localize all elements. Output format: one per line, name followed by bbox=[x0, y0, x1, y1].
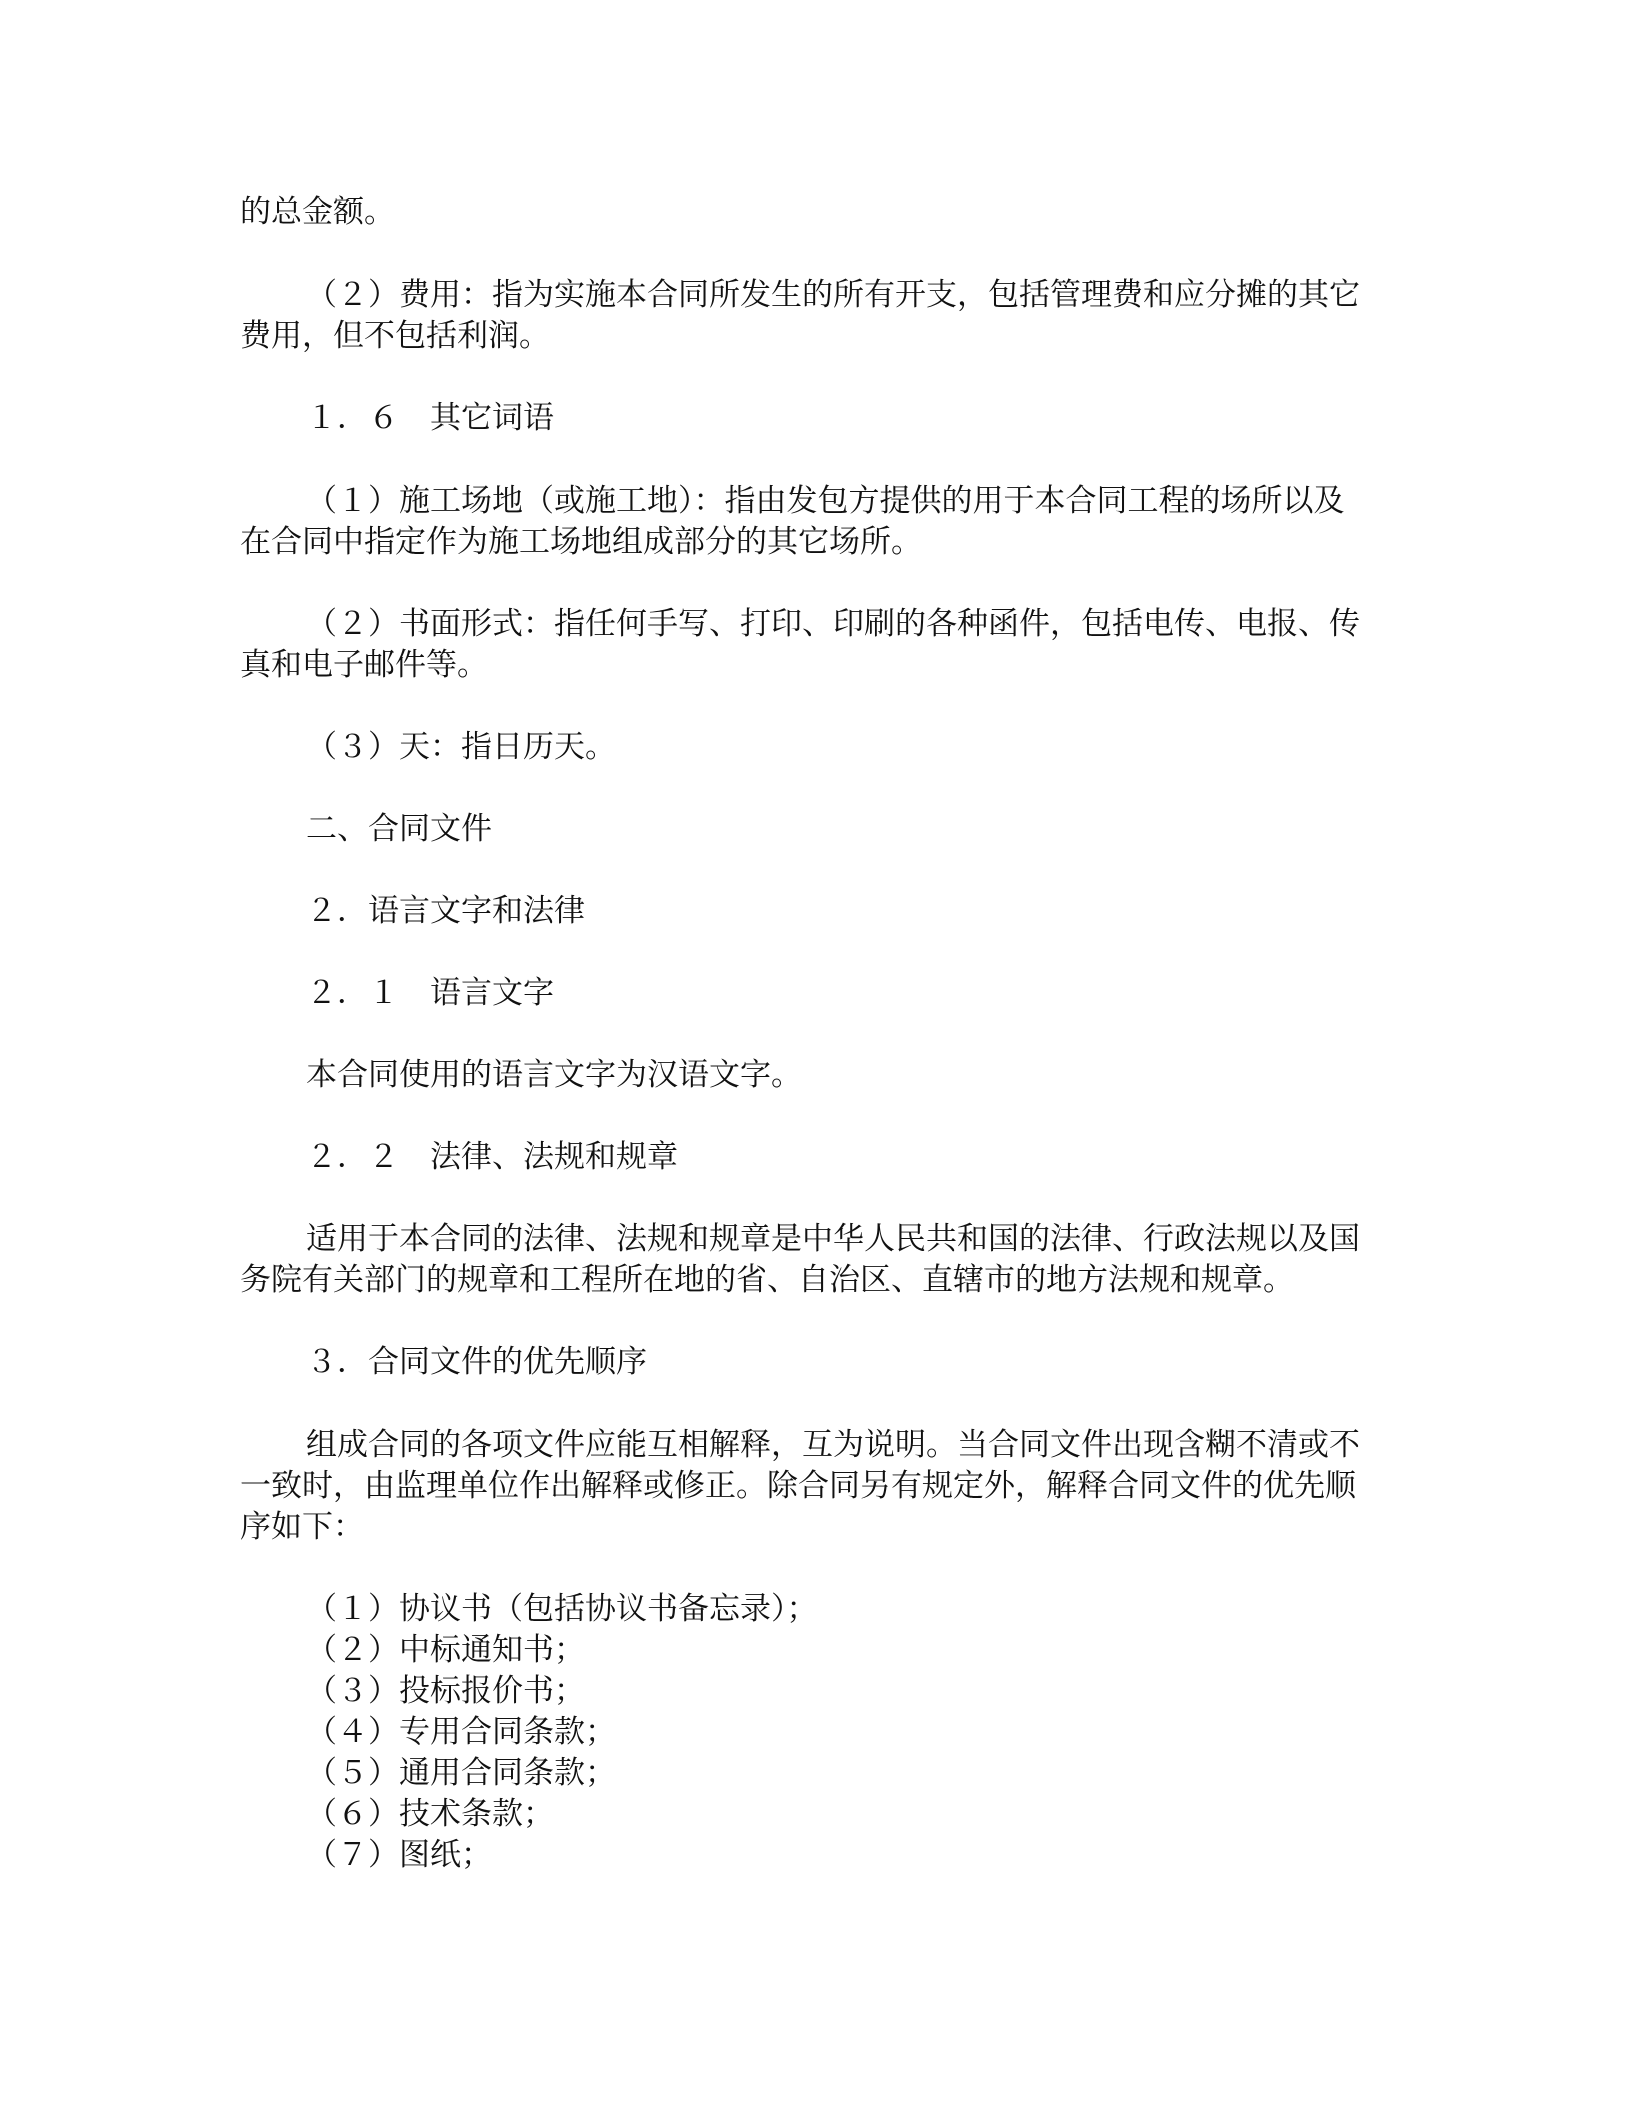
section-heading-2-1: ２．１ 语言文字 bbox=[306, 975, 554, 1011]
text-line-19: 一致时，由监理单位作出解释或修正。除合同另有规定外，解释合同文件的优先顺 bbox=[240, 1468, 1356, 1504]
text-line-3: 费用，但不包括利润。 bbox=[240, 318, 550, 354]
text-line-6: 在合同中指定作为施工场地组成部分的其它场所。 bbox=[240, 524, 922, 560]
section-heading-1-6: １．６ 其它词语 bbox=[306, 400, 554, 436]
text-line-16: 务院有关部门的规章和工程所在地的省、自治区、直辖市的地方法规和规章。 bbox=[240, 1262, 1294, 1298]
list-item-6: （６）技术条款； bbox=[306, 1796, 554, 1832]
text-line-8: 真和电子邮件等。 bbox=[240, 647, 488, 683]
list-item-1: （１）协议书（包括协议书备忘录）； bbox=[306, 1591, 818, 1627]
section-heading-2-2: ２．２ 法律、法规和规章 bbox=[306, 1139, 678, 1175]
text-line-9: （３）天：指日历天。 bbox=[306, 729, 616, 765]
text-line-5: （１）施工场地（或施工地）：指由发包方提供的用于本合同工程的场所以及 bbox=[306, 483, 1345, 519]
text-line-2: （２）费用：指为实施本合同所发生的所有开支，包括管理费和应分摊的其它 bbox=[306, 277, 1360, 313]
section-heading-2: ２．语言文字和法律 bbox=[306, 893, 585, 929]
text-line-15: 适用于本合同的法律、法规和规章是中华人民共和国的法律、行政法规以及国 bbox=[306, 1221, 1360, 1257]
list-item-3: （３）投标报价书； bbox=[306, 1673, 585, 1709]
list-item-7: （７）图纸； bbox=[306, 1837, 492, 1873]
chapter-heading-2: 二、合同文件 bbox=[306, 811, 492, 847]
section-heading-3: ３．合同文件的优先顺序 bbox=[306, 1344, 647, 1380]
list-item-5: （５）通用合同条款； bbox=[306, 1755, 616, 1791]
text-line-20: 序如下： bbox=[240, 1509, 364, 1545]
list-item-2: （２）中标通知书； bbox=[306, 1632, 585, 1668]
text-line-7: （２）书面形式：指任何手写、打印、印刷的各种函件，包括电传、电报、传 bbox=[306, 606, 1360, 642]
text-line-13: 本合同使用的语言文字为汉语文字。 bbox=[306, 1057, 802, 1093]
text-line-18: 组成合同的各项文件应能互相解释，互为说明。当合同文件出现含糊不清或不 bbox=[306, 1427, 1360, 1463]
text-line-1: 的总金额。 bbox=[240, 194, 395, 230]
list-item-4: （４）专用合同条款； bbox=[306, 1714, 616, 1750]
